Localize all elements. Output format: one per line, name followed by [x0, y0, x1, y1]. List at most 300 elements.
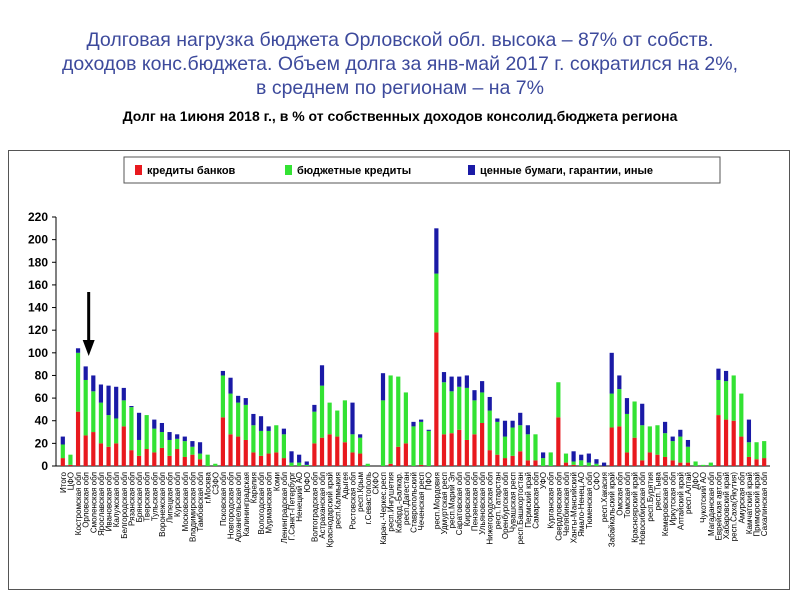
x-tick-label: Калининградская: [241, 472, 251, 537]
bar-segment-budget: [122, 400, 126, 426]
bar-segment-budget: [68, 455, 72, 465]
x-tick-label: Краснодарский край: [325, 472, 335, 548]
bar-segment-bank: [632, 438, 636, 466]
x-tick-label: Тульская обл: [150, 472, 160, 522]
bar-segment-budget: [106, 415, 110, 447]
bar-segment-budget: [228, 394, 232, 435]
bar-segment-bank: [762, 458, 766, 466]
bar-segment-bank: [610, 428, 614, 466]
bar-segment-securities: [724, 371, 728, 381]
bar-segment-securities: [411, 422, 415, 427]
x-tick-label: Псковская обл: [218, 472, 228, 526]
bar-segment-securities: [236, 396, 240, 403]
bar-segment-budget: [594, 464, 598, 466]
x-tick-label: г.Севастополь: [363, 472, 373, 525]
bar-segment-budget: [671, 441, 675, 460]
x-tick-label: Ульяновская обл: [478, 472, 488, 535]
bar-segment-bank: [274, 452, 278, 466]
bar-segment-bank: [84, 435, 88, 466]
bar-segment-bank: [442, 434, 446, 466]
bar-segment-securities: [678, 430, 682, 437]
bar-segment-securities: [594, 459, 598, 464]
x-tick-label: Московская обл: [180, 472, 190, 532]
bar-segment-budget: [289, 463, 293, 466]
bar-segment-budget: [472, 400, 476, 434]
bar-segment-securities: [450, 377, 454, 392]
bar-segment-budget: [221, 375, 225, 417]
bar-segment-securities: [663, 422, 667, 433]
bar-segment-bank: [503, 458, 507, 466]
bar-segment-bank: [457, 430, 461, 466]
bar-segment-budget: [160, 432, 164, 448]
bar-segment-budget: [152, 429, 156, 453]
bar-segment-budget: [312, 412, 316, 444]
bar-segment-securities: [358, 434, 362, 437]
bar-segment-securities: [350, 403, 354, 435]
bar-segment-securities: [84, 366, 88, 380]
bar-segment-securities: [190, 441, 194, 447]
bar-segment-bank: [663, 457, 667, 466]
x-tick-label: респ.Алтай: [683, 472, 693, 514]
x-tick-label: респ.Бурятия: [645, 472, 655, 522]
bar-segment-budget: [503, 437, 507, 459]
bar-segment-securities: [686, 440, 690, 447]
x-tick-label: Ставропольский: [409, 472, 419, 533]
bar-segment-bank: [480, 423, 484, 466]
x-tick-label: Владимирская обл: [188, 472, 198, 543]
bar-segment-securities: [320, 365, 324, 385]
chart-subtitle: Долг на 1июня 2018 г., в % от собственных доходов консолид.бюджета региона: [122, 108, 678, 124]
bar-segment-bank: [472, 434, 476, 466]
x-tick-label: Алтайский край: [676, 472, 686, 531]
bar-segment-budget: [678, 437, 682, 463]
bar-segment-budget: [213, 464, 217, 466]
x-tick-label: Чеченская респ: [417, 472, 427, 531]
bar-segment-securities: [541, 452, 545, 458]
bar-segment-budget: [587, 463, 591, 466]
bar-segment-budget: [358, 438, 362, 454]
bar-segment-budget: [129, 407, 133, 450]
bar-segment-securities: [572, 451, 576, 461]
bar-segment-budget: [396, 377, 400, 447]
x-tick-label: Костромская обл: [74, 472, 84, 536]
x-tick-label: Ростовская обл: [348, 472, 358, 530]
bar-segment-bank: [129, 450, 133, 466]
bar-segment-bank: [526, 460, 530, 466]
legend-swatch-bank: [135, 165, 142, 175]
bar-segment-budget: [709, 463, 713, 466]
x-tick-label: Пермский край: [523, 472, 533, 528]
bar-segment-budget: [366, 464, 370, 466]
bar-segment-budget: [381, 400, 385, 466]
x-tick-label: Новгородская обл: [226, 472, 236, 540]
legend-swatch-budget: [285, 165, 292, 175]
bar-segment-budget: [693, 461, 697, 466]
bar-segment-budget: [655, 425, 659, 454]
annotation-arrow-head: [83, 340, 95, 356]
bar-segment-budget: [716, 380, 720, 415]
bar-segment-bank: [350, 452, 354, 466]
bar-segment-bank: [754, 459, 758, 466]
bar-segment-securities: [511, 421, 515, 428]
bar-segment-budget: [297, 463, 301, 466]
bar-segment-securities: [495, 418, 499, 421]
x-tick-label: Новосибирская обл: [638, 472, 648, 545]
x-tick-label: Кировская обл: [462, 472, 472, 527]
x-tick-label: респ.Хакасия: [600, 472, 610, 523]
bar-segment-budget: [114, 418, 118, 443]
bar-segment-securities: [244, 398, 248, 405]
bar-segment-bank: [175, 449, 179, 466]
bar-segment-bank: [68, 465, 72, 466]
bar-segment-bank: [137, 456, 141, 466]
bar-segment-budget: [411, 426, 415, 466]
bar-segment-securities: [259, 416, 263, 431]
y-tick-label: 80: [34, 368, 48, 383]
bar-segment-bank: [572, 465, 576, 466]
bar-segment-budget: [427, 431, 431, 466]
bar-segment-securities: [640, 404, 644, 426]
bar-segment-bank: [183, 457, 187, 466]
bar-segment-securities: [579, 455, 583, 461]
bar-segment-bank: [655, 455, 659, 466]
bar-segment-budget: [450, 391, 454, 433]
x-tick-label: респ.Марий Эл: [447, 472, 457, 529]
x-tick-label: Амурская обл: [737, 472, 747, 524]
x-tick-label: респ.Калмыкия: [333, 472, 343, 529]
x-tick-label: Курганская обл: [546, 472, 556, 529]
bar-segment-bank: [152, 452, 156, 466]
bar-segment-budget: [579, 460, 583, 466]
bar-segment-budget: [175, 439, 179, 449]
x-tick-label: респ.Мордовия: [432, 472, 442, 530]
bar-segment-securities: [472, 390, 476, 400]
bar-segment-securities: [465, 375, 469, 387]
bar-segment-securities: [716, 369, 720, 380]
bar-segment-bank: [343, 442, 347, 466]
bar-segment-budget: [84, 380, 88, 435]
x-tick-label: Камчатский край: [744, 472, 754, 535]
bar-segment-bank: [389, 464, 393, 466]
bar-segment-bank: [167, 456, 171, 466]
bar-segment-budget: [495, 422, 499, 455]
bar-segment-securities: [442, 372, 446, 382]
x-tick-label: Брянская обл: [135, 472, 145, 523]
bar-segment-bank: [76, 412, 80, 466]
bar-segment-budget: [617, 389, 621, 426]
legend-label-budget: бюджетные кредиты: [297, 165, 412, 177]
bar-segment-securities: [167, 432, 171, 440]
x-tick-label: респ.Тыва: [653, 472, 663, 511]
bar-segment-securities: [129, 406, 133, 407]
x-tick-label: Сахалинская обл: [760, 472, 770, 537]
x-tick-label: Иркутская обл: [668, 472, 678, 526]
bar-segment-bank: [396, 447, 400, 466]
x-tick-label: Оренбургская обл: [500, 472, 510, 540]
bar-segment-bank: [160, 448, 164, 466]
bar-segment-securities: [251, 414, 255, 425]
bar-segment-securities: [91, 375, 95, 391]
bar-segment-bank: [747, 457, 751, 466]
bar-segment-securities: [587, 454, 591, 463]
title-line-1: Долговая нагрузка бюджета Орловской обл. высока – 87% от собств.: [86, 29, 714, 51]
bar-segment-securities: [175, 434, 179, 439]
legend-label-bank: кредиты банков: [147, 165, 236, 177]
y-tick-label: 40: [34, 413, 48, 428]
bar-segment-budget: [343, 400, 347, 442]
x-tick-label: Томская обл: [622, 472, 632, 519]
bar-segment-budget: [747, 442, 751, 457]
x-tick-label: Омская обл: [615, 472, 625, 516]
x-tick-label: Ненецкий АО: [295, 472, 305, 522]
y-tick-label: 180: [27, 255, 48, 270]
x-tick-label: Ханты-Мансийский: [569, 472, 579, 544]
x-tick-label: Адыгея: [340, 472, 350, 500]
bar-segment-bank: [267, 454, 271, 466]
bar-segment-securities: [160, 423, 164, 432]
bar-segment-securities: [305, 461, 309, 464]
bar-segment-budget: [480, 392, 484, 423]
bar-segment-securities: [183, 437, 187, 442]
x-tick-label: Смоленская обл: [89, 472, 99, 534]
bar-segment-bank: [122, 426, 126, 466]
x-tick-label: респ.Саха(Якутия): [729, 472, 739, 542]
bar-segment-budget: [442, 382, 446, 434]
bar-segment-securities: [152, 420, 156, 429]
bar-segment-bank: [556, 417, 560, 466]
x-tick-label: Ивановская обл: [104, 472, 114, 532]
bar-segment-bank: [678, 463, 682, 466]
bar-segment-budget: [663, 433, 667, 457]
y-tick-label: 20: [34, 436, 48, 451]
x-tick-label: Мурманская обл: [264, 472, 274, 534]
bar-segment-budget: [518, 425, 522, 451]
x-tick-label: респ.Татарстан: [493, 472, 503, 530]
legend-swatch-securities: [468, 165, 475, 175]
bar-segment-securities: [99, 385, 103, 403]
bar-segment-budget: [137, 440, 141, 456]
x-tick-label: Хабаровский край: [722, 472, 732, 540]
bar-segment-bank: [533, 460, 537, 466]
bar-segment-budget: [167, 440, 171, 456]
x-tick-label: Тамбовская обл: [196, 472, 206, 532]
bar-segment-budget: [610, 394, 614, 428]
bar-segment-budget: [732, 375, 736, 420]
bar-segment-bank: [732, 421, 736, 466]
x-tick-label: Волгоградская обл: [310, 472, 320, 542]
bar-segment-securities: [289, 451, 293, 462]
x-tick-label: СКФО: [371, 472, 381, 495]
bar-segment-bank: [61, 458, 65, 466]
x-tick-label: респ.Крым: [356, 472, 366, 512]
bar-segment-securities: [610, 353, 614, 394]
bar-segment-bank: [724, 420, 728, 466]
bar-segment-securities: [76, 348, 80, 353]
bar-segment-securities: [434, 228, 438, 273]
bar-segment-budget: [549, 452, 553, 466]
x-tick-label: Орловская обл: [81, 472, 91, 528]
bar-segment-budget: [465, 388, 469, 440]
y-tick-label: 60: [34, 391, 48, 406]
bar-segment-bank: [686, 463, 690, 466]
y-tick-label: 160: [27, 277, 48, 292]
bar-segment-budget: [533, 434, 537, 460]
x-tick-label: Саратовская обл: [455, 472, 465, 536]
x-tick-label: Астраханская обл: [318, 472, 328, 539]
bar-segment-securities: [503, 421, 507, 437]
bar-segment-budget: [640, 425, 644, 460]
x-tick-label: Кабард.-Балкар.: [394, 472, 404, 533]
bar-segment-bank: [145, 449, 149, 466]
bar-segment-bank: [488, 450, 492, 466]
bar-segment-bank: [404, 443, 408, 466]
bar-segment-budget: [701, 465, 705, 466]
bar-segment-bank: [320, 438, 324, 466]
bar-segment-securities: [137, 413, 141, 440]
x-tick-label: Красноярский край: [630, 472, 640, 543]
bar-segment-budget: [244, 405, 248, 440]
bar-segment-budget: [190, 447, 194, 455]
bar-segment-budget: [99, 403, 103, 444]
bar-segment-budget: [488, 411, 492, 451]
bar-segment-bank: [716, 415, 720, 466]
bar-segment-bank: [312, 443, 316, 466]
x-tick-label: Калужская обл: [112, 472, 122, 528]
x-tick-label: Приморский край: [752, 472, 762, 537]
y-tick-label: 200: [27, 232, 48, 247]
bar-segment-budget: [320, 386, 324, 438]
bar-segment-securities: [602, 463, 606, 466]
bar-segment-budget: [389, 375, 393, 463]
bar-segment-securities: [518, 413, 522, 425]
bar-segment-bank: [99, 443, 103, 466]
bar-segment-bank: [511, 456, 515, 466]
bar-segment-bank: [221, 417, 225, 466]
bar-segment-securities: [267, 426, 271, 431]
bar-segment-bank: [236, 437, 240, 466]
bar-segment-securities: [457, 377, 461, 387]
bar-segment-bank: [251, 452, 255, 466]
x-tick-label: Г.Санкт-Петербург: [287, 472, 297, 541]
x-tick-label: Воронежская обл: [157, 472, 167, 537]
bar-segment-securities: [526, 425, 530, 434]
x-tick-label: СЗФО: [211, 472, 221, 495]
bar-segment-securities: [312, 405, 316, 412]
bar-segment-bank: [190, 455, 194, 466]
bar-segment-securities: [480, 381, 484, 392]
bar-segment-bank: [648, 452, 652, 466]
bar-segment-securities: [297, 455, 301, 463]
bar-segment-budget: [76, 353, 80, 412]
bar-segment-budget: [350, 434, 354, 452]
title-line-2: доходов конс.бюджета. Объем долга за янв-май 2017 г. сократился на 2%,: [61, 53, 738, 75]
bar-segment-budget: [541, 458, 545, 466]
x-tick-label: ПФО: [424, 472, 434, 491]
x-tick-label: Магаданская обл: [706, 472, 716, 536]
x-tick-label: респ.Башкортостан: [516, 472, 526, 545]
bar-segment-bank: [282, 458, 286, 466]
x-tick-label: г.Москва: [203, 472, 213, 504]
x-tick-label: Кемеровская обл: [661, 472, 671, 537]
bar-segment-budget: [282, 434, 286, 458]
x-tick-label: ДФО: [691, 472, 701, 490]
bar-segment-bank: [671, 460, 675, 466]
bar-segment-bank: [564, 463, 568, 466]
bar-segment-budget: [526, 434, 530, 460]
bar-segment-securities: [282, 429, 286, 435]
bar-segment-bank: [244, 440, 248, 466]
bar-segment-bank: [495, 455, 499, 466]
bar-segment-budget: [198, 454, 202, 460]
bar-segment-budget: [183, 441, 187, 457]
x-tick-label: ЮФО: [302, 472, 312, 493]
bar-segment-securities: [228, 378, 232, 394]
bar-segment-budget: [206, 455, 210, 466]
x-tick-label: респ.Ингушетия: [386, 472, 396, 532]
bar-segment-budget: [754, 442, 758, 459]
bar-segment-securities: [419, 420, 423, 422]
y-tick-label: 220: [27, 210, 48, 224]
bar-segment-bank: [465, 440, 469, 466]
bar-segment-budget: [328, 403, 332, 435]
bar-segment-budget: [648, 426, 652, 452]
bar-segment-bank: [419, 465, 423, 466]
bar-segment-securities: [114, 387, 118, 419]
y-tick-label: 120: [27, 323, 48, 338]
bar-segment-securities: [198, 442, 202, 453]
x-tick-label: Ямало-Ненец.АО: [577, 472, 587, 537]
x-tick-label: Еврейская авт.обл: [714, 472, 724, 541]
x-tick-label: Забайкальский край: [607, 472, 617, 548]
x-tick-label: Итого: [58, 472, 68, 493]
x-tick-label: УФО: [539, 472, 549, 490]
bar-segment-securities: [106, 386, 110, 415]
bar-segment-bank: [106, 447, 110, 466]
bar-segment-bank: [625, 452, 629, 466]
x-tick-label: Карач.-Черкес.респ: [379, 472, 389, 545]
x-tick-label: Свердловская обл: [554, 472, 564, 541]
bar-segment-securities: [625, 398, 629, 414]
bar-segment-bank: [198, 459, 202, 466]
bar-segment-bank: [259, 456, 263, 466]
bar-segment-bank: [91, 432, 95, 466]
bar-segment-budget: [145, 415, 149, 449]
bar-segment-budget: [434, 274, 438, 333]
bar-segment-budget: [259, 431, 263, 456]
x-tick-label: ЦФО: [66, 472, 76, 491]
bar-segment-bank: [617, 426, 621, 466]
bar-segment-budget: [91, 391, 95, 432]
bar-segment-bank: [739, 437, 743, 466]
bar-segment-budget: [251, 425, 255, 452]
bar-segment-securities: [61, 437, 65, 445]
bar-segment-bank: [518, 451, 522, 466]
x-tick-label: Архангельская обл: [234, 472, 244, 543]
x-tick-label: Ярославская обл: [96, 472, 106, 536]
x-tick-label: Коми: [272, 472, 282, 492]
bar-segment-bank: [434, 332, 438, 466]
bar-segment-bank: [114, 443, 118, 466]
x-tick-label: Ленинградская обл: [279, 472, 289, 544]
bar-segment-securities: [488, 397, 492, 411]
bar-segment-securities: [671, 437, 675, 442]
bar-segment-budget: [305, 465, 309, 466]
x-tick-label: Вологодская обл: [257, 472, 267, 535]
x-tick-label: Курская обл: [173, 472, 183, 518]
x-tick-label: Тюменская обл: [584, 472, 594, 529]
x-tick-label: Чукотский АО: [699, 472, 709, 523]
bar-segment-budget: [625, 414, 629, 452]
